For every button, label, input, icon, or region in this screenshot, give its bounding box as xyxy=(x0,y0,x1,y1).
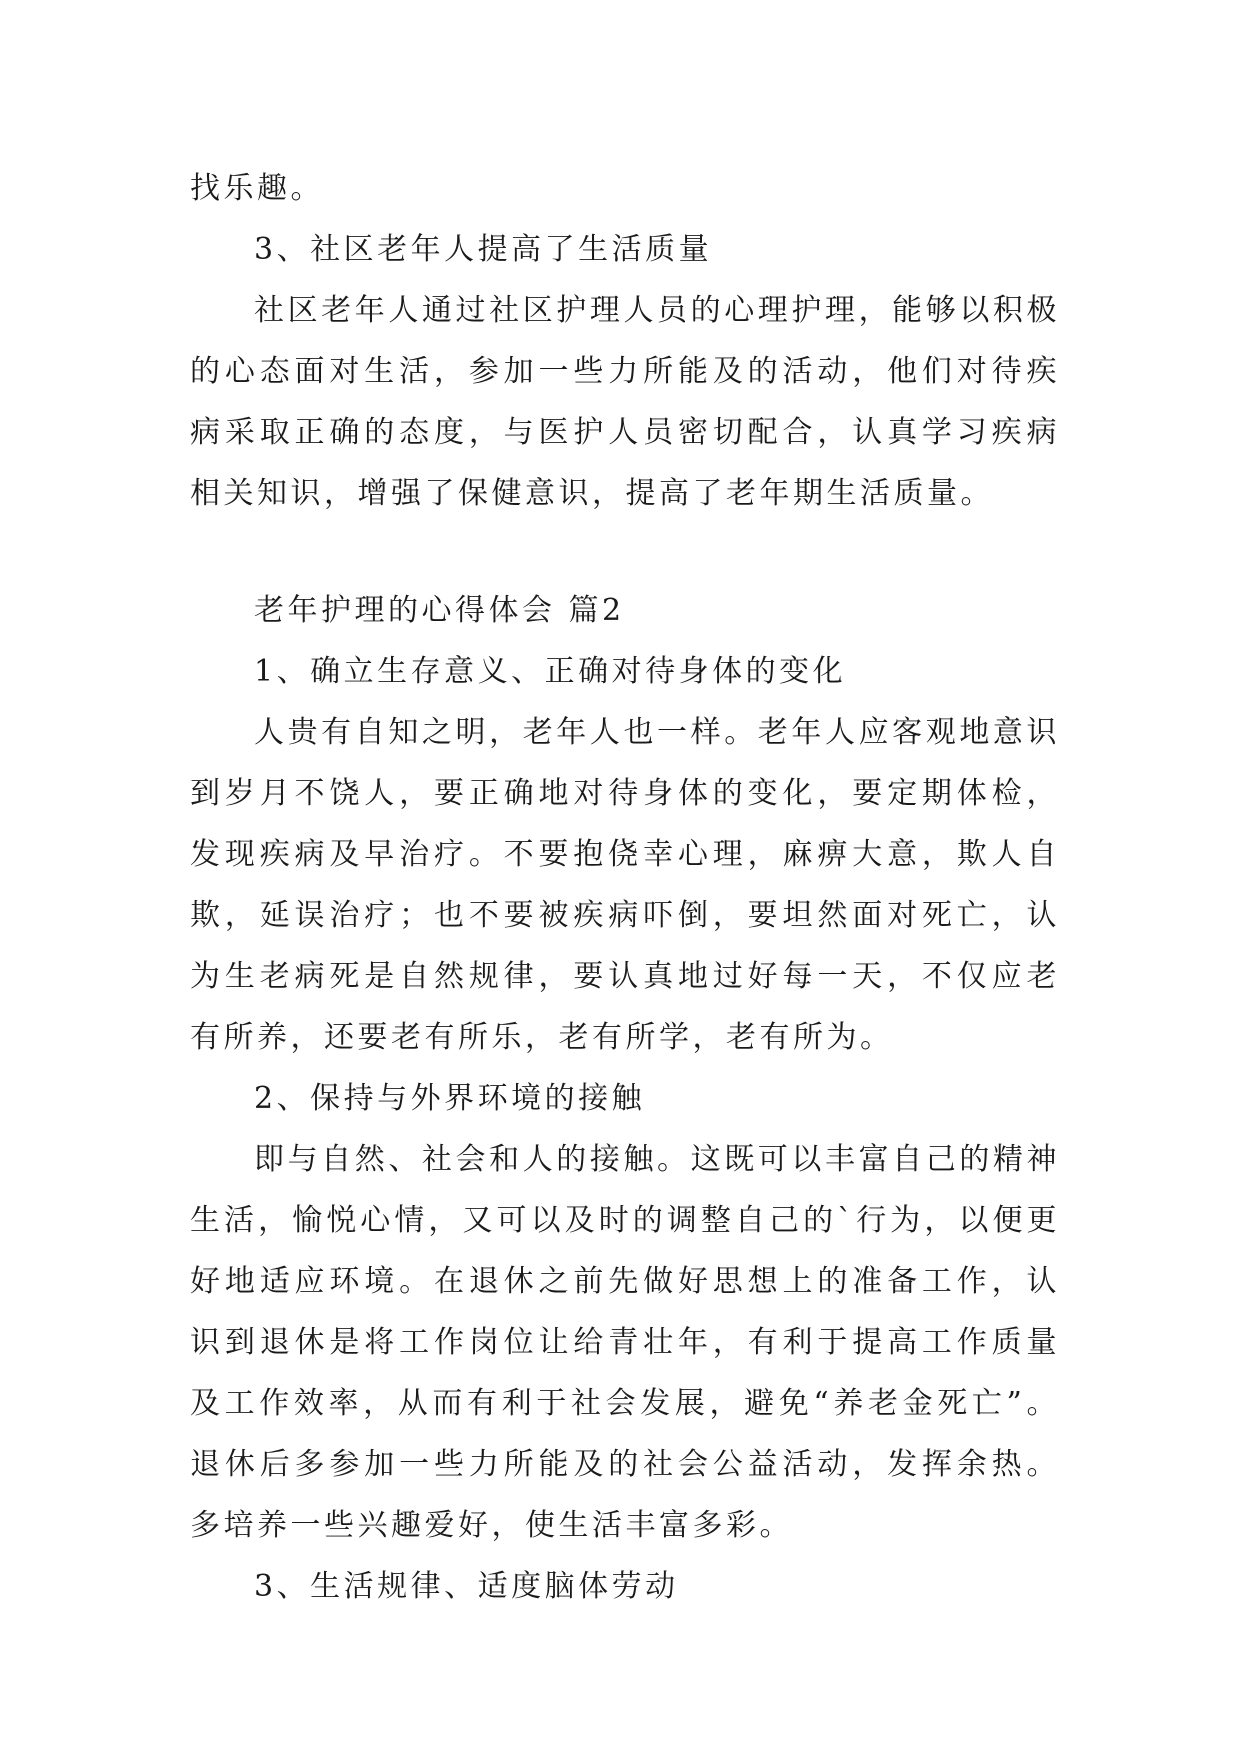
paragraph-continuation: 找乐趣。 xyxy=(190,171,324,206)
paragraph-meaning-of-life: 人贵有自知之明，老年人也一样。老年人应客观地意识到岁月不饶人，要正确地对待身体的变化，要定期体检，发现疾病及早治疗。不要抱侥幸心理，麻痹大意，欺人自欺，延误治疗；也不要被疾病吓倒，要坦然面对死亡，认为生老病死是自然规律，要认真地过好每一天，不仅应老有所养，还要老有所乐，老有所学，老有所为。 xyxy=(190,715,1060,1055)
paragraph-environment-contact: 即与自然、社会和人的接触。这既可以丰富自己的精神生活，愉悦心情，又可以及时的调整自己的`行为，以便更好地适应环境。在退休之前先做好思想上的准备工作，认识到退休是将工作岗位让给青壮年，有利于提高工作质量及工作效率，从而有利于社会发展，避免“养老金死亡”。退休后多参加一些力所能及的社会公益活动，发挥余热。多培养一些兴趣爱好，使生活丰富多彩。 xyxy=(190,1142,1060,1543)
section-gap xyxy=(190,524,1060,580)
subheading-community-quality: 3、社区老年人提高了生活质量 xyxy=(254,232,713,267)
subheading-regular-life: 3、生活规律、适度脑体劳动 xyxy=(254,1569,679,1604)
subheading-meaning-of-life: 1、确立生存意义、正确对待身体的变化 xyxy=(254,654,847,689)
document-body xyxy=(190,158,1060,1617)
paragraph-community-quality: 社区老年人通过社区护理人员的心理护理，能够以积极的心态面对生活，参加一些力所能及的活动，他们对待疾病采取正确的态度，与医护人员密切配合，认真学习疾病相关知识，增强了保健意识，提高了老年期生活质量。 xyxy=(190,293,1060,511)
section-title: 老年护理的心得体会 篇2 xyxy=(254,593,625,628)
subheading-environment-contact: 2、保持与外界环境的接触 xyxy=(254,1081,646,1116)
